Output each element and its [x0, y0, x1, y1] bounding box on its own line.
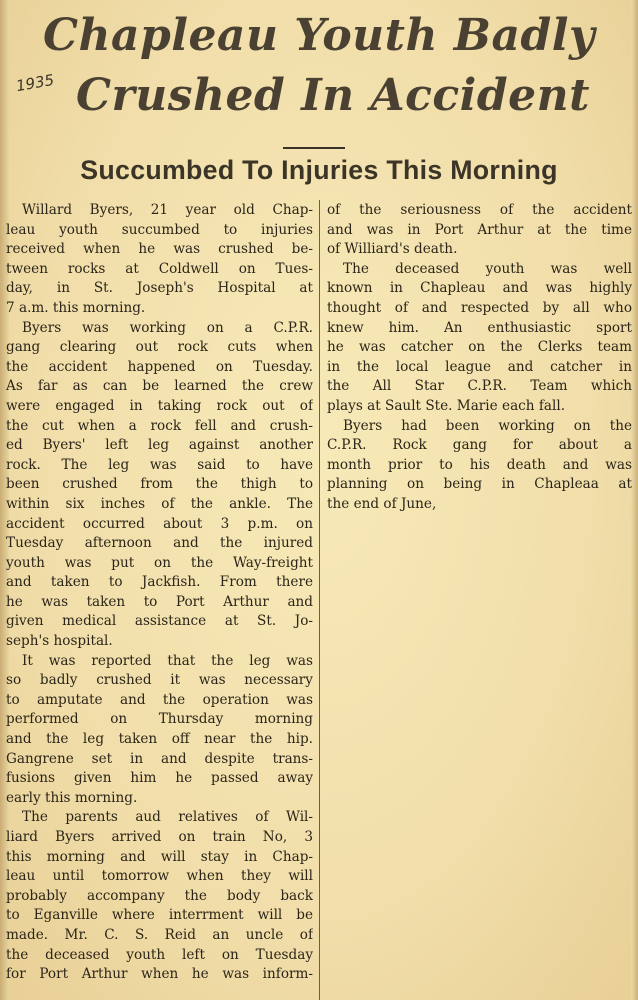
article-line: The deceased youth was well [343, 260, 632, 277]
article-line: within six inches of the ankle. The [6, 495, 313, 512]
article-column-right [327, 201, 632, 515]
article-line: probably accompany the body back [6, 887, 313, 904]
article-line: plays at Sault Ste. Marie each fall. [327, 397, 566, 414]
article-line: day, in St. Joseph's Hospital at [6, 280, 313, 297]
article-line: liard Byers arrived on train No, 3 [6, 829, 313, 845]
article-line: he was taken to Port Arthur and [6, 593, 313, 610]
article-line: C.P.R. Rock gang for about a [327, 437, 632, 454]
headline-line-2: Crushed In Accident [76, 70, 590, 121]
headline-rule [283, 147, 345, 149]
subheadline: Succumbed To Injuries This Morning [80, 155, 558, 185]
article-line: this morning and will stay in Chap- [6, 848, 313, 865]
article-line: gang clearing out rock cuts when [6, 339, 313, 356]
article-line: ed Byers' left leg against another [6, 437, 313, 454]
article-line: performed on Thursday morning [6, 711, 313, 728]
article-line: youth was put on the Way-freight [6, 554, 313, 571]
article-line: early this morning. [6, 789, 138, 806]
article-line: Byers was working on a C.P.R. [22, 319, 313, 336]
article-line: tween rocks at Coldwell on Tues- [6, 260, 313, 277]
article-line: Tuesday afternoon and the injured [6, 535, 313, 552]
article-line: so badly crushed it was necessary [6, 672, 313, 689]
article-line: given medical assistance at St. Jo- [6, 613, 313, 630]
article-line: made. Mr. C. S. Reid an uncle of [6, 926, 313, 943]
article-line: thought of and respected by all who [327, 299, 632, 316]
column-divider [319, 200, 320, 1000]
article-line: Willard Byers, 21 year old Chap- [22, 202, 313, 218]
article-line: The parents aud relatives of Wil- [22, 809, 313, 826]
article-line: seph's hospital. [6, 633, 113, 650]
article-line: in the local league and catcher in [327, 358, 632, 375]
article-line: the cut when a rock fell and crush- [6, 417, 313, 434]
headline-line-1: Chapleau Youth Badly [42, 10, 596, 61]
paper-edge-right [631, 0, 638, 1000]
article-line: planning on being in Chapleaa at [327, 476, 632, 493]
article-line: Gangrene set in and despite trans- [6, 750, 313, 767]
article-line: leau until tomorrow when they will [6, 868, 313, 885]
article-line: As far as can be learned the crew [6, 378, 313, 395]
article-line: been crushed from the thigh to [6, 476, 313, 493]
article-line: of the seriousness of the accident [327, 202, 632, 218]
article-line: and taken to Jackfish. From there [6, 574, 313, 591]
article-line: and the leg taken off near the hip. [6, 731, 313, 748]
article-line: knew him. An enthusiastic sport [327, 319, 632, 336]
article-line: and was in Port Arthur at the time [327, 221, 632, 238]
article-line: Byers had been working on the [343, 417, 632, 434]
article-column-left [6, 201, 313, 985]
article-line: received when he was crushed be- [6, 241, 313, 258]
article-line: were engaged in taking rock out of [6, 397, 313, 414]
article-line: the accident happened on Tuesday. [6, 358, 313, 375]
article-line: to amputate and the operation was [6, 691, 313, 708]
article-line: 7 a.m. this morning. [6, 299, 146, 316]
article-line: fusions given him he passed away [6, 770, 313, 787]
article-line: accident occurred about 3 p.m. on [6, 515, 313, 532]
article-line: known in Chapleau and was highly [327, 280, 632, 297]
article-line: for Port Arthur when he was inform- [6, 966, 313, 983]
article-line: leau youth succumbed to injuries [6, 221, 313, 238]
article-line: rock. The leg was said to have [6, 456, 313, 473]
article-line: It was reported that the leg was [22, 652, 313, 669]
handwritten-year: 1935 [14, 70, 56, 96]
article-line: of Williard's death. [327, 241, 458, 258]
article-line: the deceased youth left on Tuesday [6, 946, 313, 963]
article-line: to Eganville where interrment will be [6, 907, 313, 924]
article-line: he was catcher on the Clerks team [327, 339, 632, 356]
article-line: month prior to his death and was [327, 456, 632, 473]
article-line: the end of June, [327, 495, 437, 512]
article-line: the All Star C.P.R. Team which [327, 378, 632, 395]
